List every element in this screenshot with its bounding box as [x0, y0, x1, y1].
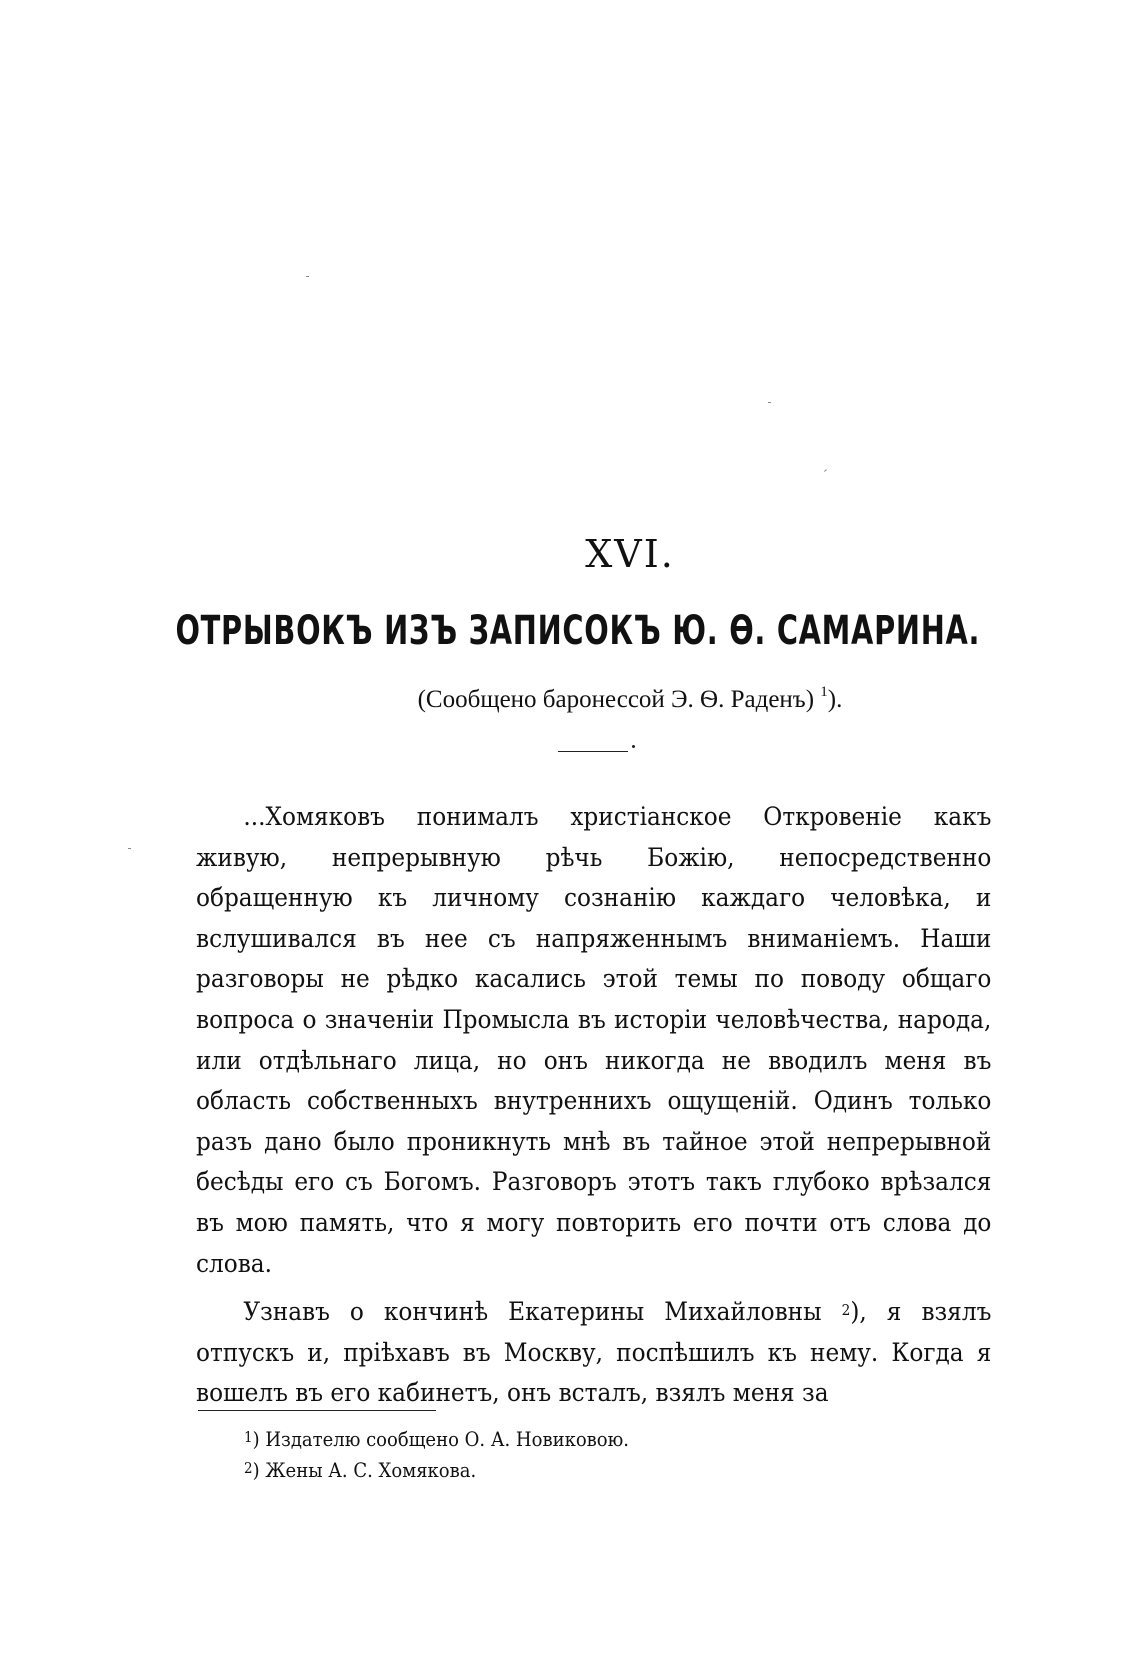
divider-dot — [632, 745, 635, 748]
body-text — [196, 797, 991, 1414]
paragraph-2-start: Узнавъ о кончинѣ Екатерины Михайловны — [243, 1297, 822, 1328]
paragraph-1: ...Хомяковъ понималъ христіанское Откровеніе какъ живую, непрерывную рѣчь Божію, непосредственно обращенную къ личному сознанію каждаго человѣка, и вслушивался въ нее съ напряженнымъ вниманіемъ. Наши разговоры не рѣдко касались этой темы по поводу общаго вопроса о значеніи Промысла въ исторіи человѣчества, народа, или отдѣльнаго лица, но онъ никогда не вводилъ меня въ область собственныхъ внутреннихъ ощущеній. Одинъ только разъ дано было проникнуть мнѣ въ тайное этой непрерывной бесѣды его съ Богомъ. Разговоръ этотъ такъ глубоко врѣзался въ мою память, что я могу повторить его почти отъ слова до слова. — [196, 802, 992, 1279]
paragraph-2-end: ), я взялъ отпускъ и, пріѣхавъ въ Москву, поспѣшилъ къ нему. Когда я вошелъ въ его кабинетъ, онъ всталъ, взялъ меня за — [196, 1297, 992, 1409]
section-divider — [558, 751, 628, 752]
paper-speck — [306, 276, 309, 277]
footnote-text: ) Жены А. С. Хомякова. — [252, 1458, 477, 1482]
paper-speck — [128, 848, 131, 849]
footnote-marker: 2 — [244, 1459, 253, 1477]
footnote-ref-1: 1 — [820, 684, 828, 700]
footnote-marker: 1 — [244, 1428, 253, 1446]
paragraph-2 — [196, 1292, 991, 1414]
chapter-number: XVI. — [585, 532, 675, 576]
footnote-ref-2: 2 — [841, 1301, 851, 1320]
paper-speck — [768, 402, 771, 403]
subtitle — [60, 686, 1140, 714]
footnote-rule — [198, 1410, 436, 1411]
footnote-2 — [244, 1455, 629, 1486]
footnote-1 — [244, 1424, 629, 1455]
paper-speck — [824, 469, 827, 472]
chapter-title: ОТРЫВОКЪ ИЗЪ ЗАПИСОКЪ Ю. Ѳ. САМАРИНА. — [175, 608, 981, 654]
footnotes — [244, 1424, 629, 1486]
subtitle-end: ). — [827, 686, 843, 713]
footnote-text: ) Издателю сообщено О. А. Новиковою. — [252, 1427, 630, 1451]
subtitle-text: (Сообщено баронессой Э. Ѳ. Раденъ) — [417, 686, 815, 713]
